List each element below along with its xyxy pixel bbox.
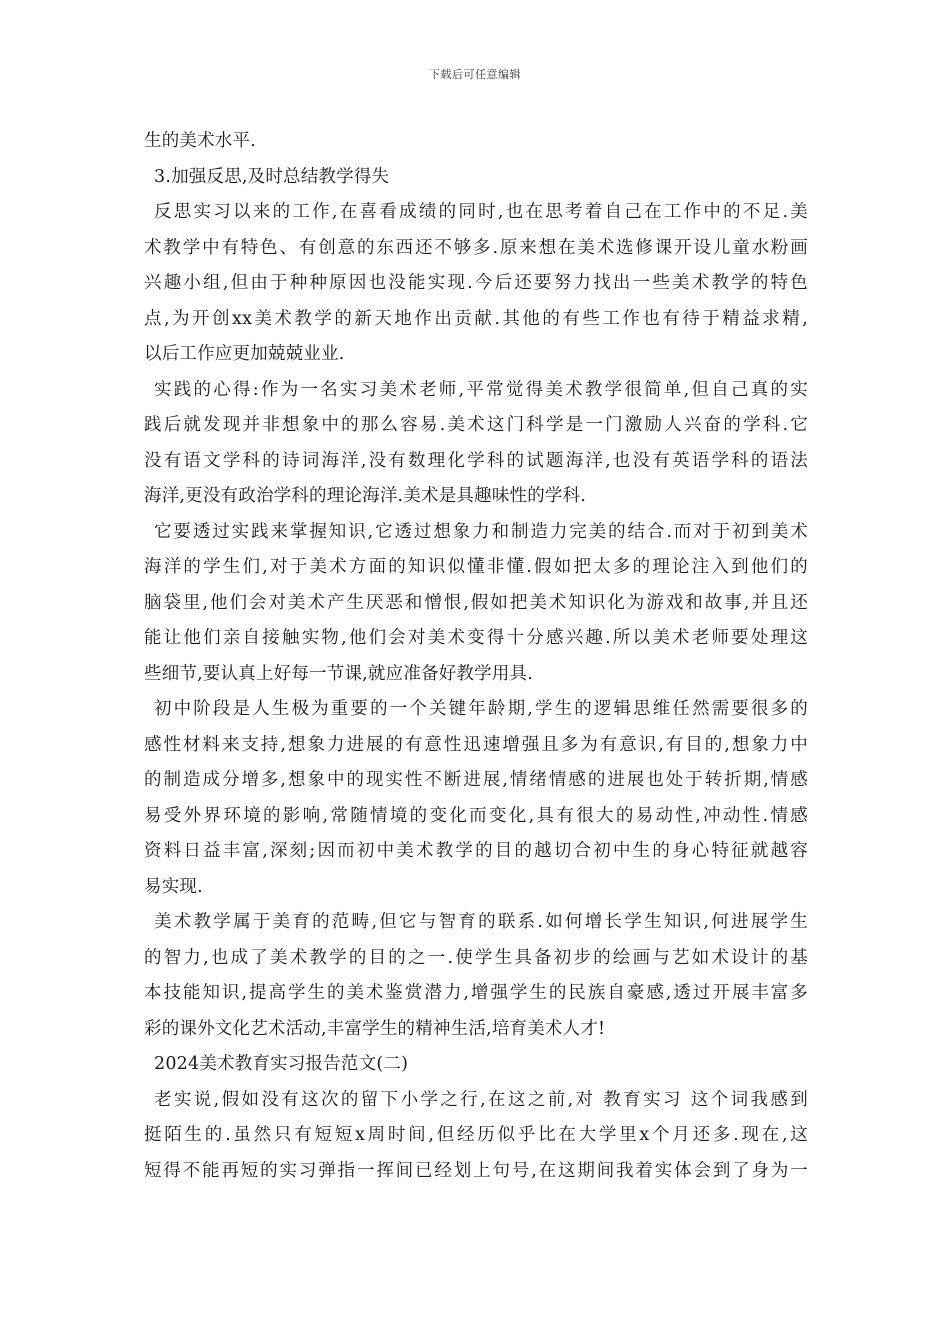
text-line: 践后就发现并非想象中的那么容易.美术这门科学是一门激励人兴奋的学科.它 bbox=[144, 415, 808, 435]
document-body bbox=[144, 124, 808, 1189]
text-line: 些细节,要认真上好每一节课,就应准备好教学用具. bbox=[144, 663, 533, 684]
text-line: 实践的心得:作为一名实习美术老师,平常觉得美术教学很简单,但自己真的实 bbox=[154, 379, 808, 400]
text-line: 能让他们亲自接触实物,他们会对美术变得十分感兴趣.所以美术老师要处理这 bbox=[144, 628, 808, 648]
text-line: 脑袋里,他们会对美术产生厌恶和憎恨,假如把美术知识化为游戏和故事,并且还 bbox=[144, 592, 808, 613]
text-line: 老实说,假如没有这次的留下小学之行,在这之前,对 教育实习 这个词我感到 bbox=[154, 1089, 808, 1110]
text-line: 它要透过实践来掌握知识,它透过想象力和制造力完美的结合.而对于初到美术 bbox=[154, 521, 808, 542]
text-line: 术教学中有特色、有创意的东西还不够多.原来想在美术选修课开设儿童水粉画 bbox=[144, 237, 808, 258]
text-line: 点,为开创xx美术教学的新天地作出贡献.其他的有些工作也有待于精益求精, bbox=[144, 308, 808, 329]
text-line: 感性材料来支持,想象力进展的有意性迅速增强且多为有意识,有目的,想象力中 bbox=[144, 734, 808, 755]
text-line: 没有语文学科的诗词海洋,没有数理化学科的试题海洋,也没有英语学科的语法 bbox=[144, 450, 808, 471]
text-line: 的智力,也成了美术教学的目的之一.使学生具备初步的绘画与艺如术设计的基 bbox=[144, 947, 808, 968]
text-line: 2024美术教育实习报告范文(二) bbox=[154, 1054, 409, 1074]
text-line: 挺陌生的.虽然只有短短x周时间,但经历似乎比在大学里x个月还多.现在,这 bbox=[144, 1125, 808, 1145]
text-line: 彩的课外文化艺术活动,丰富学生的精神生活,培育美术人才! bbox=[144, 1018, 606, 1039]
text-line: 资料日益丰富,深刻;因而初中美术教学的目的越切合初中生的身心特征就越容 bbox=[144, 841, 808, 861]
text-line: 兴趣小组,但由于种种原因也没能实现.今后还要努力找出一些美术教学的特色 bbox=[144, 273, 808, 293]
text-line: 的制造成分增多,想象中的现实性不断进展,情绪情感的进展也处于转折期,情感 bbox=[144, 770, 808, 790]
text-line: 易受外界环境的影响,常随情境的变化而变化,具有很大的易动性,冲动性.情感 bbox=[144, 805, 808, 826]
text-line: 反思实习以来的工作,在喜看成绩的同时,也在思考着自己在工作中的不足.美 bbox=[154, 202, 808, 222]
text-line: 本技能知识,提高学生的美术鉴赏潜力,增强学生的民族自豪感,透过开展丰富多 bbox=[144, 983, 808, 1003]
text-line: 3.加强反思,及时总结教学得失 bbox=[154, 166, 390, 187]
text-line: 短得不能再短的实习弹指一挥间已经划上句号,在这期间我着实体会到了身为一 bbox=[144, 1160, 808, 1181]
text-line: 海洋的学生们,对于美术方面的知识似懂非懂.假如把太多的理论注入到他们的 bbox=[144, 557, 808, 577]
text-line: 美术教学属于美育的范畴,但它与智育的联系.如何增长学生知识,何进展学生 bbox=[154, 912, 808, 932]
text-line: 生的美术水平. bbox=[144, 131, 256, 151]
text-line: 易实现. bbox=[144, 876, 203, 897]
text-line: 以后工作应更加兢兢业业. bbox=[144, 344, 345, 364]
page-header: 下载后可任意编辑 bbox=[429, 68, 521, 81]
text-line: 初中阶段是人生极为重要的一个关键年龄期,学生的逻辑思维任然需要很多的 bbox=[154, 699, 808, 719]
text-line: 海洋,更没有政治学科的理论海洋.美术是具趣味性的学科. bbox=[144, 486, 587, 506]
